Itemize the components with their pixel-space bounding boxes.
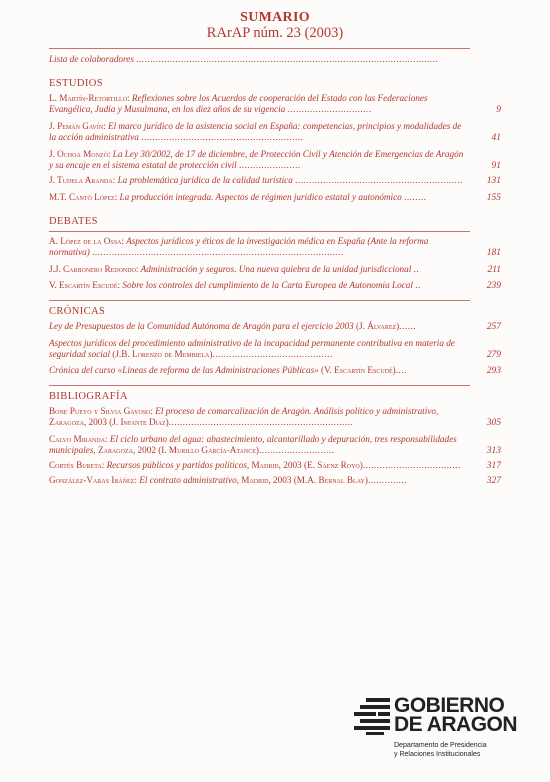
contributors-entry: [49, 54, 501, 65]
entry-reviewer: Zaragoza, 2002 (I. Murillo García-Atance): [98, 445, 259, 455]
entry-title: Recursos públicos y partidos políticos,: [106, 460, 250, 470]
leader-dots: ...........................................: [212, 349, 333, 359]
gobierno-de-aragon-logo: [352, 694, 532, 770]
entry-page: 91: [491, 161, 501, 171]
toc-entry: [49, 460, 501, 471]
leader-dots: ........: [404, 192, 427, 202]
toc-entry: [49, 236, 501, 258]
entry-page: 9: [496, 105, 501, 115]
table-of-contents: [49, 53, 501, 486]
entry-reviewer: Zaragoza, 2003 (J. Infante Díaz): [49, 417, 169, 427]
toc-entry: [49, 280, 501, 291]
leader-dots: ...................................: [362, 460, 461, 470]
entry-author: Calvo Miranda:: [49, 434, 108, 444]
entry-author: L. Martín-Retortillo:: [49, 93, 130, 103]
entry-title: La Ley 30/2002, de 17 de diciembre, de Protección Civil y Atención de Emergencias de Aragón y su encaje en el sistema estatal de protección civil: [49, 149, 464, 170]
entry-page: 211: [487, 265, 501, 275]
entry-reviewer: (J.B. Lorenzo de Membiela): [112, 349, 213, 359]
contributors-label: Lista de colaboradores: [49, 54, 134, 64]
entry-page: 317: [486, 461, 501, 471]
section-heading-cronicas: CRÓNICAS: [49, 306, 106, 317]
section-heading-bibliografia: BIBLIOGRAFÍA: [49, 391, 128, 402]
leader-dots: ...........................: [258, 445, 335, 455]
entry-page: 41: [491, 133, 501, 143]
entry-title: Aspectos jurídicos y éticos de la investigación médica en España (Ante la reforma normativa): [49, 236, 429, 257]
leader-dots: ....: [395, 365, 407, 375]
entry-title: La problemática jurídica de la calidad turística: [117, 175, 293, 185]
section-rule: [49, 385, 470, 386]
toc-entry: [49, 93, 501, 115]
entry-title: Crónica del curso «Líneas de reforma de las Administraciones Públicas»: [49, 365, 319, 375]
toc-entry: [49, 406, 501, 428]
leader-dots: ..............................: [287, 104, 372, 114]
entry-author: V. Escartín Escudé:: [49, 280, 121, 290]
entry-page: 239: [486, 281, 501, 291]
entry-title: El contrato administrativo,: [139, 475, 239, 485]
section-heading-estudios: ESTUDIOS: [49, 78, 103, 89]
entry-page: 305: [486, 418, 501, 428]
entry-page: 257: [486, 322, 501, 332]
entry-author: J. Tudela Aranda:: [49, 175, 116, 185]
leader-dots: ..........................................................................................: [92, 247, 344, 257]
leader-dots: ..: [415, 280, 421, 290]
leader-dots: ..............: [367, 475, 408, 485]
section-heading-debates: DEBATES: [49, 216, 98, 227]
department-name: Departamento de Presidencia: [394, 742, 487, 749]
entry-reviewer: Madrid, 2003 (M.A. Bernal Blay): [241, 475, 368, 485]
page-title: SUMARIO: [240, 10, 310, 25]
leader-dots: ..........................................................: [141, 132, 304, 142]
toc-entry: [49, 175, 501, 186]
toc-entry: [49, 338, 501, 360]
entry-title: Administración y seguros. Una nueva quiebra de la unidad jurisdiccional: [140, 264, 412, 274]
entry-page: 181: [486, 248, 501, 258]
entry-title: Ley de Presupuestos de la Comunidad Autónoma de Aragón para el ejercicio 2003: [49, 321, 354, 331]
leader-dots: ......: [399, 321, 417, 331]
logo-line-gobierno: GOBIERNO: [394, 694, 505, 717]
department-name-cont: y Relaciones Institucionales: [394, 751, 481, 758]
toc-entry: [49, 475, 501, 486]
entry-author: Cortés Bureta:: [49, 460, 105, 470]
entry-reviewer: Madrid, 2003 (E. Sáenz Royo): [251, 460, 363, 470]
entry-title: Sobre los controles del cumplimiento de la Carta Europea de Autonomía Local: [122, 280, 413, 290]
toc-entry: [49, 121, 501, 143]
logo-line-de-aragon: DE ARAGON: [394, 713, 518, 736]
entry-author: J. Ochoa Monzó:: [49, 149, 111, 159]
toc-entry: [49, 264, 501, 275]
entry-page: 327: [486, 476, 501, 486]
entry-author: J.J. Carbonero Redondo:: [49, 264, 139, 274]
entry-page: 279: [486, 350, 501, 360]
entry-page: 155: [486, 193, 501, 203]
leader-dots: ..: [413, 264, 420, 274]
section-rule: [49, 231, 470, 232]
entry-title: El ciclo urbano del agua: abastecimiento, alcantarillado y depuración, tres responsabilidades municipales,: [49, 434, 457, 455]
entry-title: Aspectos jurídicos del procedimiento administrativo de la incapacidad permanente contributiva en materia de seguridad social: [49, 338, 455, 359]
aragon-emblem-icon: [352, 696, 392, 736]
toc-entry: [49, 192, 501, 203]
toc-entry: [49, 149, 501, 171]
entry-reviewer: (V. Escartín Escudé): [321, 365, 396, 375]
entry-author: A. López de la Ossa:: [49, 236, 124, 246]
leader-dots: ..................................................................: [168, 417, 354, 427]
entry-title: El marco jurídico de la asistencia social en España: competencias, principios y modalidades de la acción administrativa: [49, 121, 462, 142]
entry-title: El proceso de comarcalización de Aragón. Análisis político y administrativo,: [155, 406, 439, 416]
entry-author: González-Varas Ibáñez:: [49, 475, 137, 485]
leader-dots: ......................: [239, 160, 301, 170]
entry-author: J. Pemán Gavín:: [49, 121, 106, 131]
toc-entry: [49, 321, 501, 332]
leader-dots: ............................................................................................................: [136, 54, 439, 64]
entry-page: 313: [486, 446, 501, 456]
entry-page: 131: [486, 176, 501, 186]
toc-entry: [49, 434, 501, 456]
header-rule: [49, 48, 470, 49]
entry-reviewer: (J. Álvarez): [355, 321, 400, 331]
section-rule: [49, 300, 470, 301]
entry-page: 293: [486, 366, 501, 376]
entry-author: Bone Pueyo y Silvia Gayoso:: [49, 406, 153, 416]
entry-title: La producción integrada. Aspectos de régimen jurídico estatal y autonómico: [119, 192, 402, 202]
journal-subtitle: RArAP núm. 23 (2003): [206, 25, 344, 41]
toc-entry: [49, 365, 501, 376]
leader-dots: ............................................................: [295, 175, 463, 185]
entry-author: M.T. Cantó López:: [49, 192, 118, 202]
entry-title: Reflexiones sobre los Acuerdos de cooperación del Estado con las Federaciones Evangélica, Judía y Musulmana, en los diez años de su vigencia: [49, 93, 428, 114]
